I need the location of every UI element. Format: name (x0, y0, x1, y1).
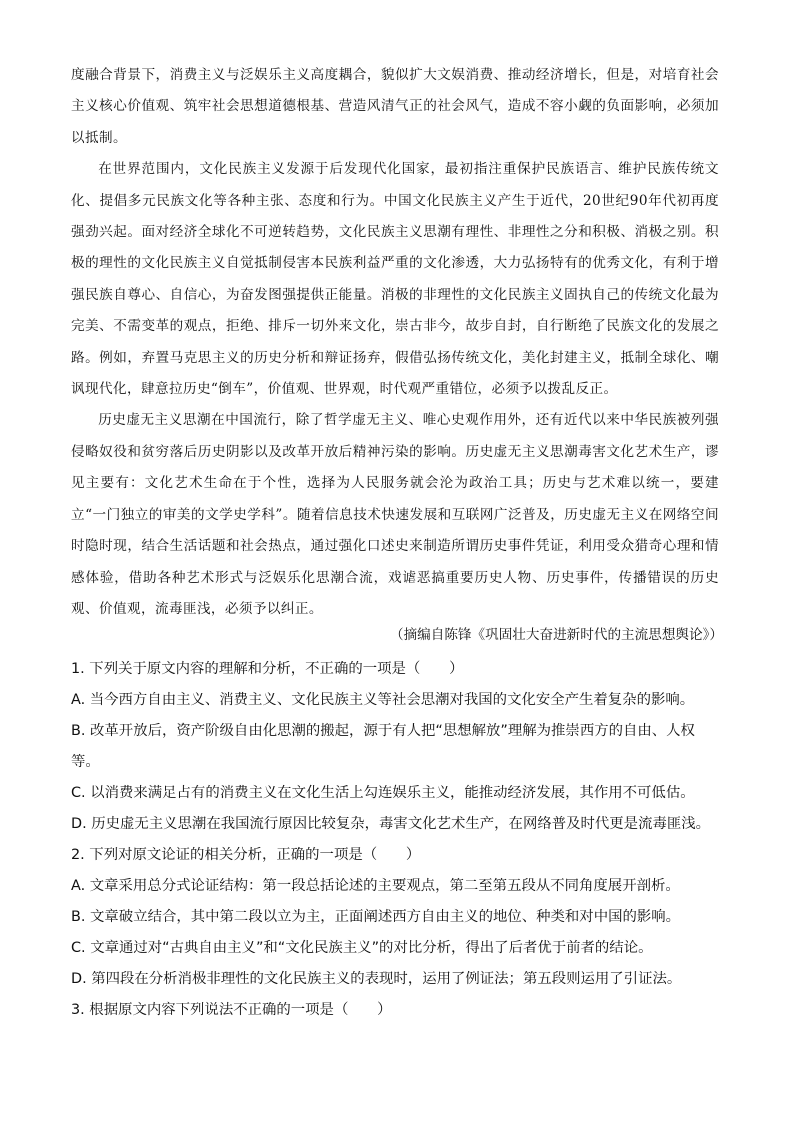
question-2-option-c: C. 文章通过对“古典自由主义”和“文化民族主义”的对比分析，得出了后者优于前者的结论。 (71, 940, 653, 956)
question-1-stem: 1. 下列关于原文内容的理解和分析，不正确的一项是（ ） (71, 661, 464, 677)
question-2-option-b: B. 文章破立结合，其中第二段以立为主，正面阐述西方自由主义的地位、种类和对中国的影响。 (71, 909, 681, 925)
question-2-option-d: D. 第四段在分析消极非理性的文化民族主义的表现时，运用了例证法；第五段则运用了引证法。 (71, 971, 682, 987)
passage-paragraph-1: 度融合背景下，消费主义与泛娱乐主义高度耦合，貌似扩大文娱消费、推动经济增长，但是，对培育社会主义核心价值观、筑牢社会思想道德根基、营造风清气正的社会风气，造成不容小觑的负面影响，必须加以抵制。 (71, 67, 719, 146)
question-2-option-a: A. 文章采用总分式论证结构：第一段总括论述的主要观点，第二至第五段从不同角度展开剖析。 (71, 878, 680, 894)
question-1-option-a: A. 当今西方自由主义、消费主义、文化民族主义等社会思潮对我国的文化安全产生着复杂的影响。 (71, 692, 695, 708)
passage-source: （摘编自陈锋《巩固壮大奋进新时代的主流思想舆论》） (389, 627, 723, 643)
questions-section (71, 654, 719, 1026)
question-2-stem: 2. 下列对原文论证的相关分析，正确的一项是（ ） (71, 847, 421, 863)
question-1-option-b: B. 改革开放后，资产阶级自由化思潮的搬起，源于有人把“思想解放”理解为推崇西方的自由、人权等。 (71, 723, 695, 770)
passage-paragraph-3: 历史虚无主义思潮在中国流行，除了哲学虚无主义、唯心史观作用外，还有近代以来中华民族被列强侵略奴役和贫穷落后历史阴影以及改革开放后精神污染的影响。历史虚无主义思潮毒害文化艺术生产，谬见主要有：文化艺术生命在于个性，选择为人民服务就会沦为政治工具；历史与艺术难以统一，要建立“一门独立的审美的文学史学科”。随着信息技术快速发展和互联网广泛普及，历史虚无主义在网络空间时隐时现，结合生活话题和社会热点，通过强化口述史来制造所谓历史事件凭证，利用受众猎奇心理和情感体验，借助各种艺术形式与泛娱乐化思潮合流，戏谑恶搞重要历史人物、历史事件，传播错误的历史观、价值观，流毒匪浅，必须予以纠正。 (71, 412, 719, 617)
passage-paragraph-2: 在世界范围内，文化民族主义发源于后发现代化国家，最初指注重保护民族语言、维护民族传统文化、提倡多元民族文化等各种主张、态度和行为。中国文化民族主义产生于近代，20世纪90年代初再度强劲兴起。面对经济全球化不可逆转趋势，文化民族主义思潮有理性、非理性之分和积极、消极之别。积极的理性的文化民族主义自觉抵制侵害本民族利益严重的文化渗透，大力弘扬特有的优秀文化，有利于增强民族自尊心、自信心，为奋发图强提供正能量。消极的非理性的文化民族主义固执自己的传统文化最为完美、不需变革的观点，拒绝、排斥一切外来文化，崇古非今，故步自封，自行断绝了民族文化的发展之路。例如，弃置马克思主义的历史分析和辩证扬弃，假借弘扬传统文化，美化封建主义，抵制全球化、嘲讽现代化，肆意拉历史“倒车”，价值观、世界观，时代观严重错位，必须予以拨乱反正。 (71, 161, 719, 398)
question-1-option-c: C. 以消费来满足占有的消费主义在文化生活上勾连娱乐主义，能推动经济发展，其作用不可低估。 (71, 785, 695, 801)
question-1-option-d: D. 历史虚无主义思潮在我国流行原因比较复杂，毒害文化艺术生产，在网络普及时代更是流毒匪浅。 (71, 816, 711, 832)
question-3-stem: 3. 根据原文内容下列说法不正确的一项是（ ） (71, 1002, 392, 1018)
reading-passage (71, 60, 719, 625)
